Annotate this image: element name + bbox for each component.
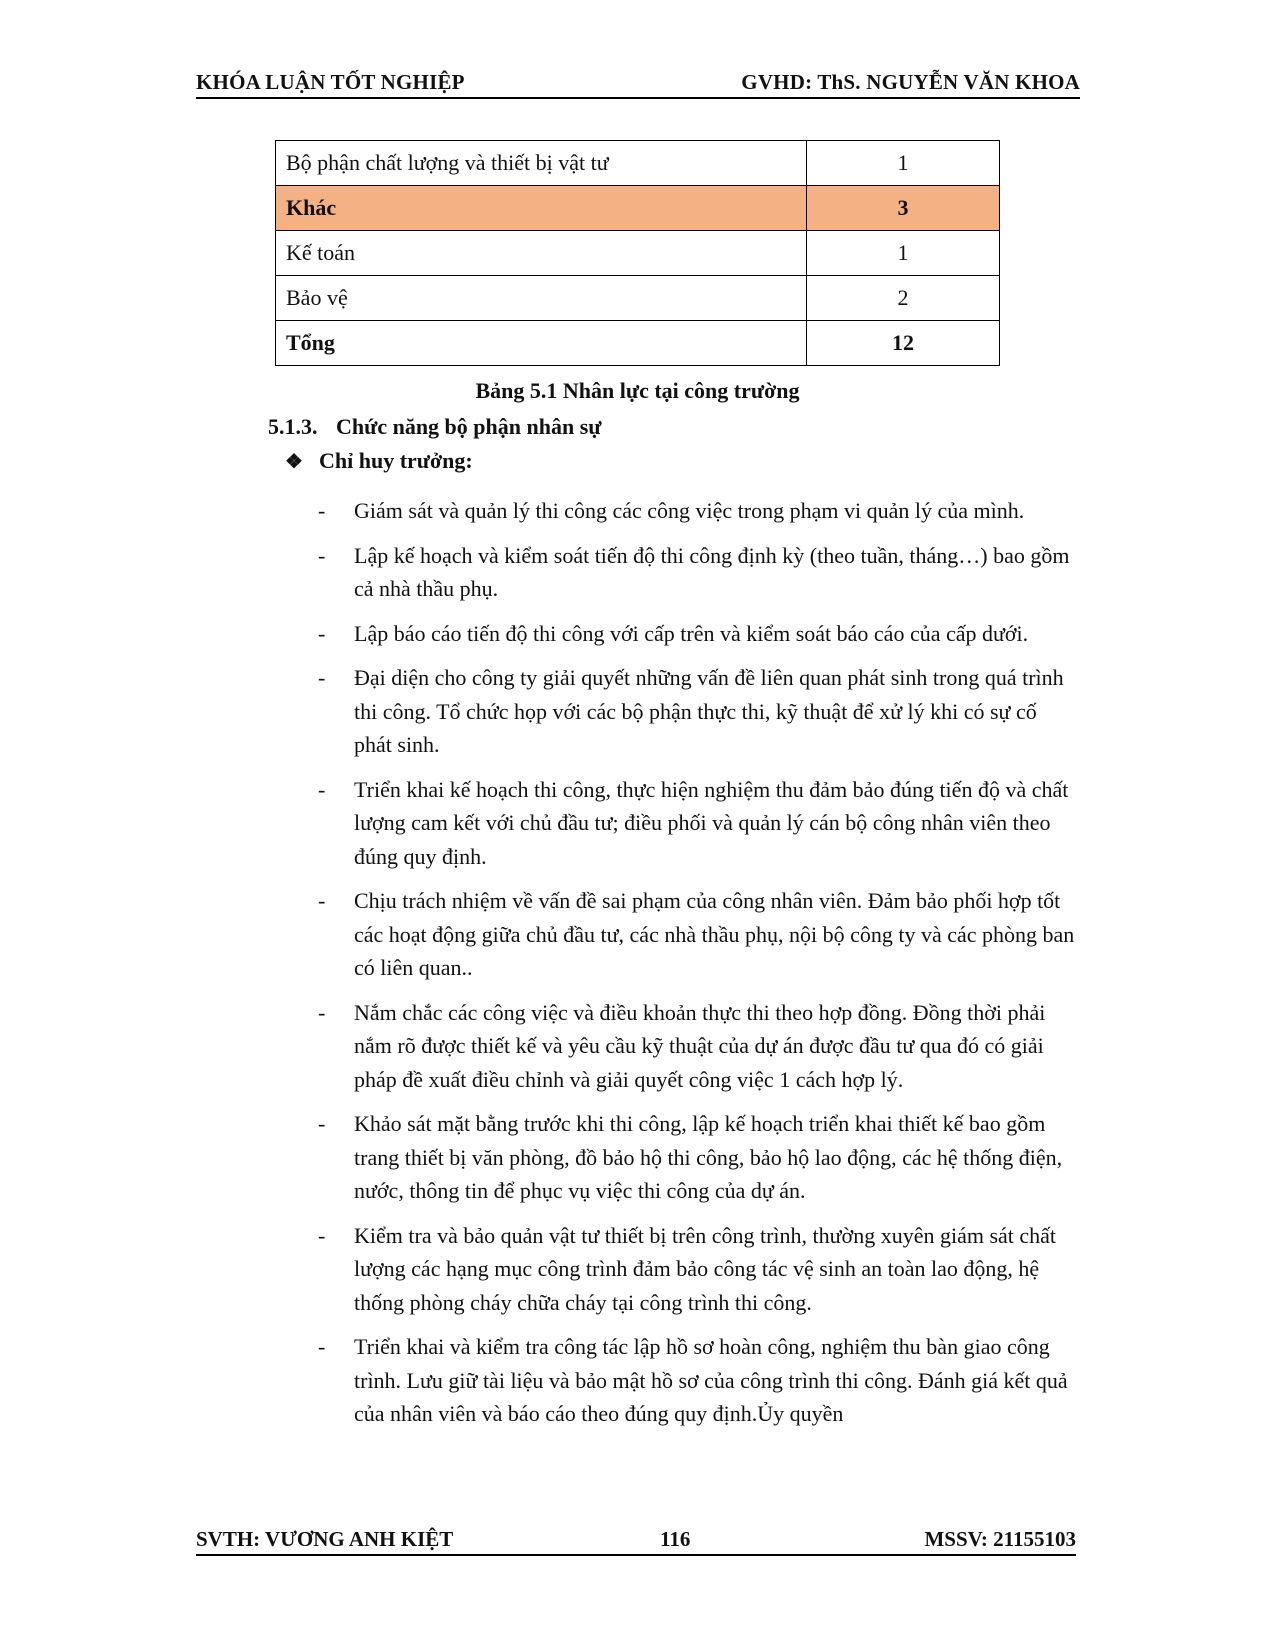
table-cell-value: 2 [807, 276, 1000, 321]
header-thesis-title: KHÓA LUẬN TỐT NGHIỆP [196, 70, 465, 94]
list-item-text: Lập kế hoạch và kiểm soát tiến độ thi công định kỳ (theo tuần, tháng…) bao gồm cả nhà thầu phụ. [354, 542, 1070, 601]
list-item [318, 1330, 1080, 1431]
section-heading [268, 414, 601, 440]
table-row [276, 276, 1000, 321]
subheading [285, 448, 473, 474]
page-footer [196, 1526, 1076, 1556]
dash-bullet-icon: - [318, 999, 326, 1025]
list-item [318, 617, 1080, 651]
list-item-text: Kiểm tra và bảo quản vật tư thiết bị trên công trình, thường xuyên giám sát chất lượng các hạng mục công trình đảm bảo công tác vệ sinh an toàn lao động, hệ thống phòng cháy chữa cháy tại công trình thi công. [354, 1222, 1057, 1315]
table-row [276, 231, 1000, 276]
dash-bullet-icon: - [318, 665, 326, 690]
dash-bullet-icon: - [318, 776, 326, 802]
table-cell-value: 1 [807, 141, 1000, 186]
list-item [318, 494, 1080, 528]
list-item [318, 1107, 1080, 1208]
table-cell-label: Kế toán [276, 231, 807, 276]
page-header [196, 70, 1080, 99]
table-row [276, 141, 1000, 186]
list-item [318, 1219, 1080, 1320]
table-row-total [276, 321, 1000, 366]
diamond-bullet-icon: ❖ [285, 451, 303, 473]
list-item-text: Nắm chắc các công việc và điều khoản thực thi theo hợp đồng. Đồng thời phải nắm rõ được thiết kế và yêu cầu kỹ thuật của dự án được đầu tư qua đó có giải pháp đề xuất điều chỉnh và giải quyết công việc 1 cách hợp lý. [354, 999, 1046, 1092]
section-number: 5.1.3. [268, 414, 318, 439]
dash-bullet-icon: - [318, 1334, 326, 1359]
table-cell-label: Tổng [276, 321, 807, 366]
table-cell-label: Bảo vệ [276, 276, 807, 321]
list-item-text: Triển khai và kiểm tra công tác lập hồ sơ hoàn công, nghiệm thu bàn giao công trình. Lưu giữ tài liệu và bảo mật hồ sơ của công trình thi công. Đánh giá kết quả của nhân viên và báo cáo theo đúng quy định.Ủy quyền [354, 1334, 1068, 1426]
dash-bullet-icon: - [318, 888, 326, 913]
footer-student-id: MSSV: 21155103 [924, 1527, 1076, 1551]
table-cell-value: 3 [807, 186, 1000, 231]
dash-bullet-icon: - [318, 1222, 326, 1248]
list-item [318, 661, 1080, 762]
staff-table [275, 140, 1000, 366]
dash-bullet-icon: - [318, 620, 326, 646]
header-supervisor: GVHD: ThS. NGUYỄN VĂN KHOA [741, 70, 1080, 94]
list-item-text: Lập báo cáo tiến độ thi công với cấp trên và kiểm soát báo cáo của cấp dưới. [354, 620, 1029, 646]
table-cell-label: Khác [276, 186, 807, 231]
table-cell-value: 1 [807, 231, 1000, 276]
list-item-text: Triển khai kế hoạch thi công, thực hiện nghiệm thu đảm bảo đúng tiến độ và chất lượng cam kết với chủ đầu tư; điều phối và quản lý cán bộ công nhân viên theo đúng quy định. [354, 776, 1069, 869]
table-cell-label: Bộ phận chất lượng và thiết bị vật tư [276, 141, 807, 186]
page-number: 116 [660, 1527, 691, 1551]
footer-student: SVTH: VƯƠNG ANH KIỆT [196, 1527, 454, 1551]
dash-bullet-icon: - [318, 542, 326, 568]
table-row-highlighted [276, 186, 1000, 231]
dash-bullet-icon: - [318, 1111, 326, 1136]
list-item-text: Chịu trách nhiệm về vấn đề sai phạm của công nhân viên. Đảm bảo phối hợp tốt các hoạt động giữa chủ đầu tư, các nhà thầu phụ, nội bộ công ty và các phòng ban có liên quan.. [354, 888, 1075, 980]
list-item [318, 884, 1080, 985]
list-item-text: Khảo sát mặt bằng trước khi thi công, lập kế hoạch triển khai thiết kế bao gồm trang thiết bị văn phòng, đồ bảo hộ thi công, bảo hộ lao động, các hệ thống điện, nước, thông tin để phục vụ việc thi công của dự án. [354, 1111, 1063, 1203]
duties-list [318, 494, 1080, 1442]
section-title: Chức năng bộ phận nhân sự [336, 414, 602, 439]
list-item [318, 773, 1080, 874]
list-item-text: Giám sát và quản lý thi công các công việc trong phạm vi quản lý của mình. [354, 498, 1025, 523]
dash-bullet-icon: - [318, 498, 326, 523]
list-item [318, 539, 1080, 606]
subheading-text: Chỉ huy trưởng: [319, 448, 473, 473]
list-item-text: Đại diện cho công ty giải quyết những vấn đề liên quan phát sinh trong quá trình thi công. Tổ chức họp với các bộ phận thực thi, kỹ thuật để xử lý khi có sự cố phát sinh. [354, 665, 1064, 757]
table-cell-value: 12 [807, 321, 1000, 366]
table-caption: Bảng 5.1 Nhân lực tại công trường [475, 378, 800, 403]
list-item [318, 996, 1080, 1097]
